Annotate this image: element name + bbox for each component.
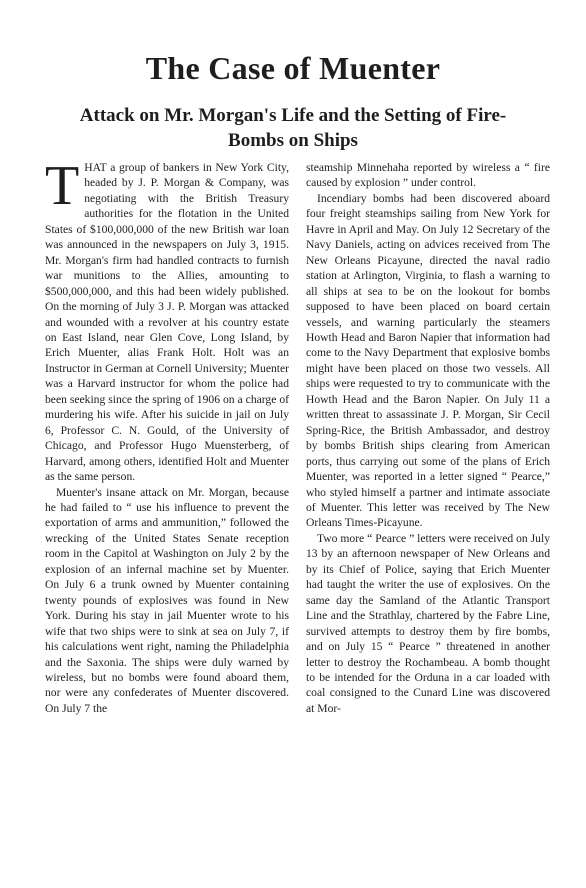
- paragraph-4: Incendiary bombs had been discovered aboard four freight steamships sailing from New York for Havre in April and May. On July 12 Secretary of the Navy Daniels, acting on advices received from The New Orleans Picayune, directed the naval radio station at Arlington, Virginia, to flash a warning to all ships at sea to be on the lookout for bombs supposed to have been placed on board certain vessels, and warning particularly the steamers Howth Head and Baron Napier that information had come to the Navy Department that explosive bombs might have been placed on those two vessels. All ships were requested to try to communicate with the Howth Head and the Baron Napier. On July 11 a written threat to assassinate J. P. Morgan, Sir Cecil Spring-Rice, the British Ambassador, and destroy by bombs British ships clearing from American ports, thus carrying out some of the plans of Erich Muenter, was reported in a letter signed “ Pearce,” who styled himself a partner and intimate associate of Muenter. This letter was received by The New Orleans Times-Picayune.: [306, 191, 550, 530]
- paragraph-2: Muenter's insane attack on Mr. Morgan, because he had failed to “ use his influence to prevent the exportation of arms and ammunition,” followed the wrecking of the United States Senate reception room in the Capitol at Washington on July 2 by the explosion of an infernal machine set by Muenter. On July 6 a trunk owned by Muenter containing twenty pounds of explosives was found in New York. During his stay in jail Muenter wrote to his wife that two ships were to sink at sea on July 7, if his calculations went right, naming the Philadelphia and the Saxonia. The ships were duly warned by wireless, but no bombs were found aboard them, nor were any confederates of Muenter discovered. On July 7 the: [45, 485, 289, 715]
- paragraph-1-text: HAT a group of bankers in New York City, headed by J. P. Morgan & Company, was negotiating with the British Treasury authorities for the flotation in the United States of $100,000,000 of the new British war loan was announced in the newspapers on July 3, 1915. Mr. Morgan's firm had handled contracts to furnish war munitions to the Allies, amounting to $500,000,000, and this had been widely published. On the morning of July 3 J. P. Morgan was attacked and wounded with a revolver at his country estate on East Island, near Glen Cove, Long Island, by Erich Muenter, alias Frank Holt. Holt was an Instructor in German at Cornell University; Muenter was a Harvard instructor for whom the police had been seeking since the spring of 1906 on a charge of murdering his wife. After his suicide in jail on July 6, Professor C. N. Gould, of the University of Chicago, and Professor Hugo Muensterberg, of Harvard, among others, identified Holt and Muenter as the same person.: [45, 161, 289, 484]
- paragraph-1: [45, 155, 289, 485]
- drop-cap: T: [45, 155, 80, 217]
- right-column: [306, 160, 550, 716]
- paragraph-3: steamship Minnehaha reported by wireless a “ fire caused by explosion ” under control.: [306, 161, 550, 190]
- article-subtitle: Attack on Mr. Morgan's Life and the Setting of Fire-Bombs on Ships: [79, 105, 507, 151]
- paragraph-5: Two more “ Pearce ” letters were received on July 13 by an afternoon newspaper of New Orleans and by its Chief of Police, saying that Erich Muenter had taught the writer the use of explosives. On the same day the Samland of the Atlantic Transport Line and the Strathlay, chartered by the Fabre Line, survived attempts to destroy them by fire bombs, and on July 15 “ Pearce ” threatened in another letter to destroy the Rochambeau. A bomb thought to be intended for the Orduna in a car loaded with coal consigned to the Cunard Line was discovered at Mor-: [306, 531, 550, 715]
- article-title: The Case of Muenter: [145, 50, 441, 86]
- left-column: [45, 155, 289, 716]
